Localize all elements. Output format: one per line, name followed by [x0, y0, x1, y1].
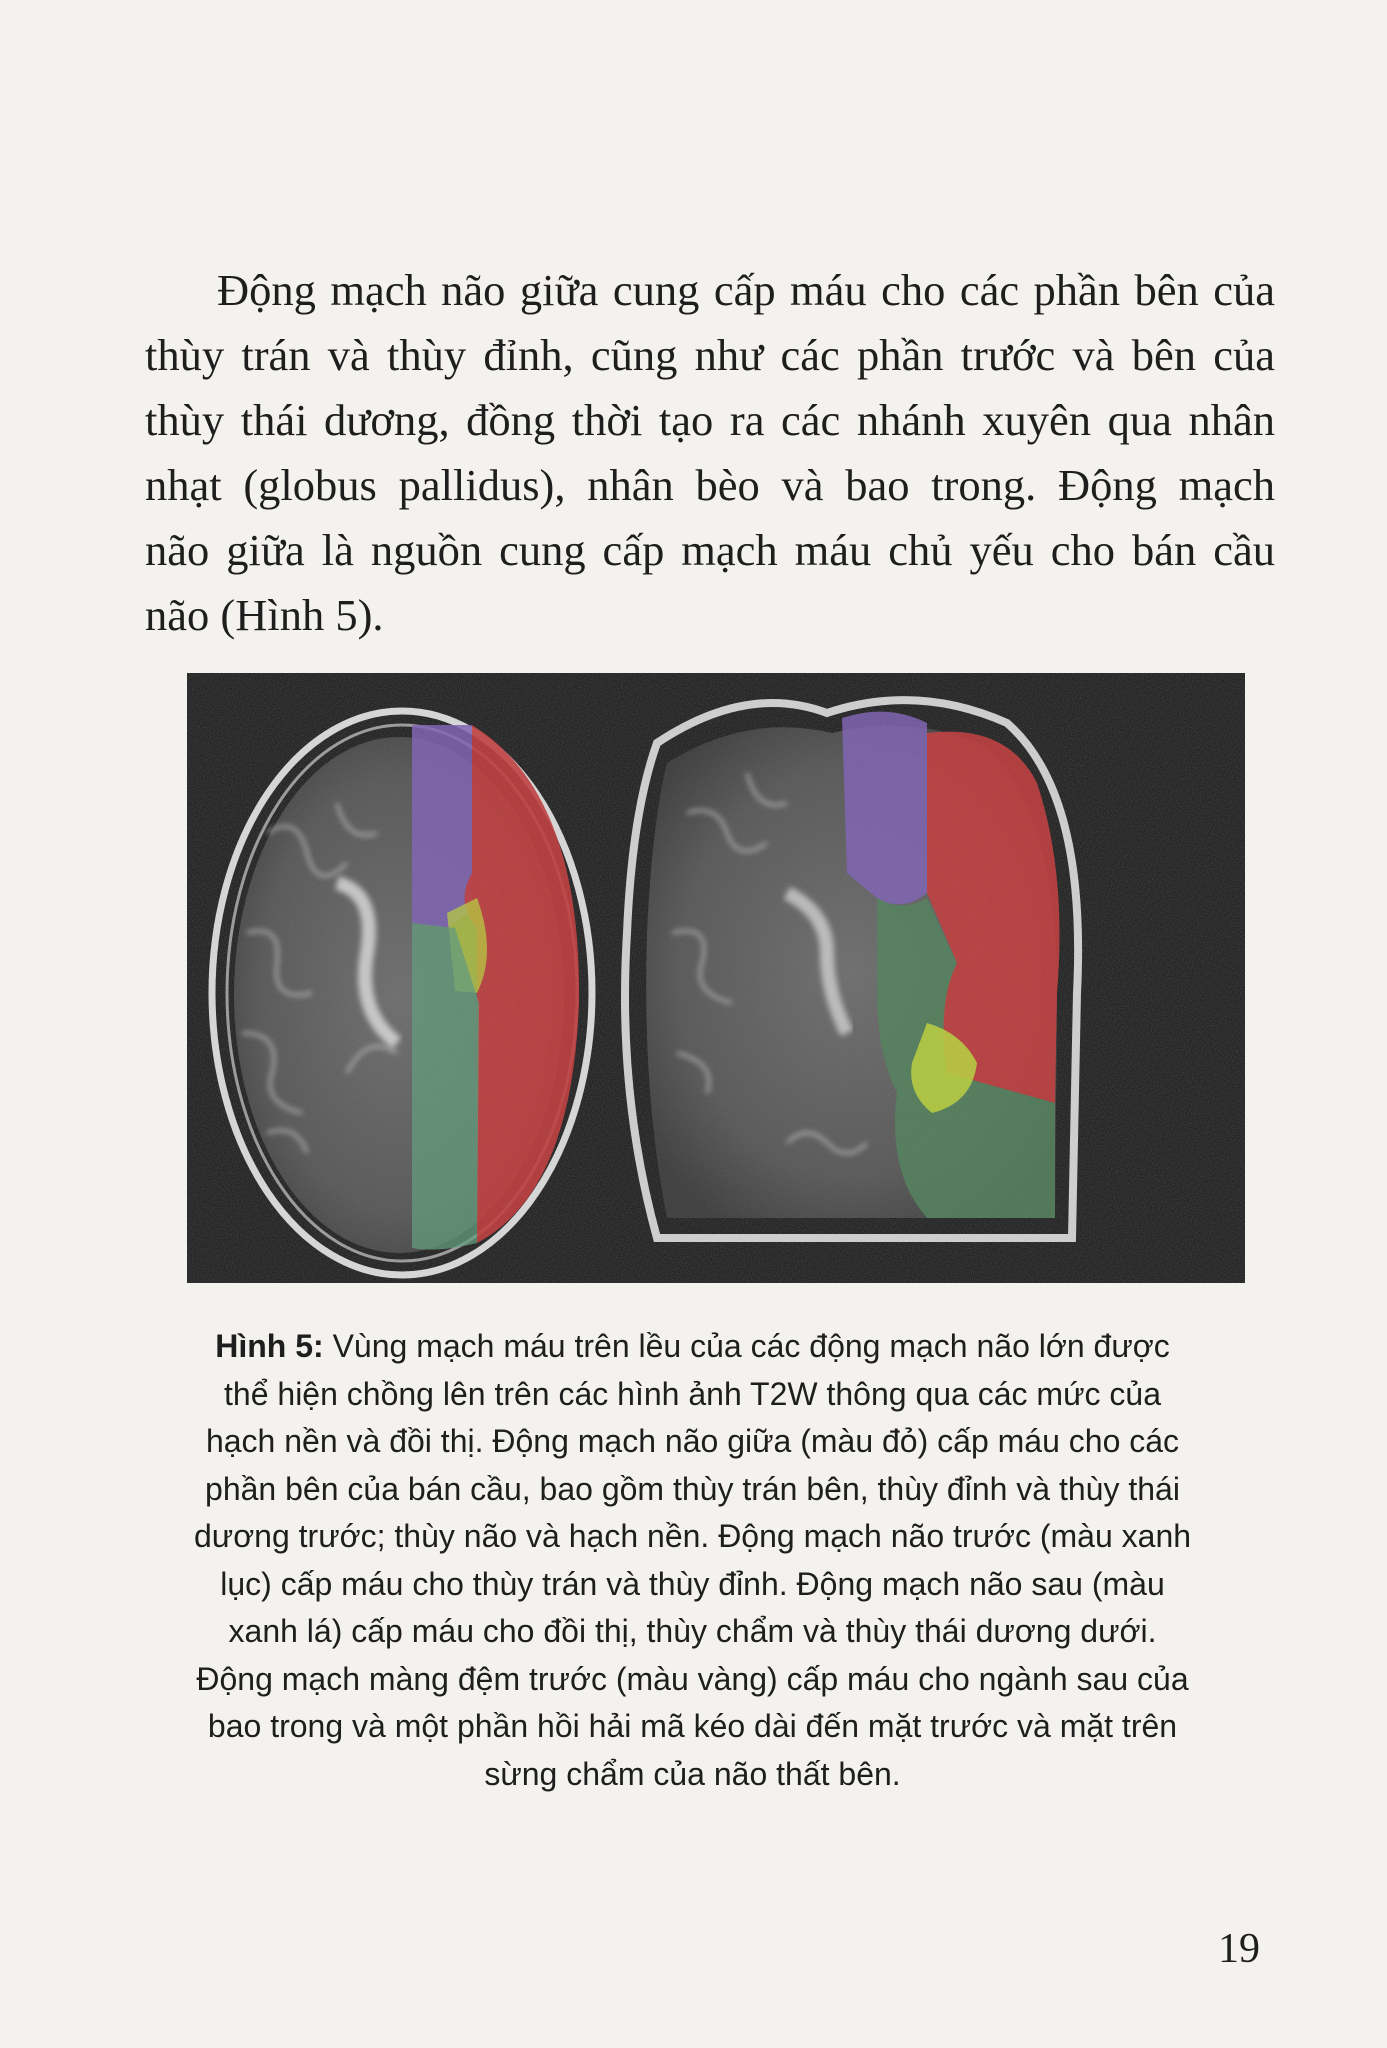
paragraph-line: nhạt (globus pallidus), nhân bèo và bao trong. Động mạch	[145, 460, 1275, 510]
caption-line: thể hiện chồng lên trên các hình ảnh T2W thông qua các mức của	[224, 1375, 1161, 1412]
page-number: 19	[1218, 1926, 1260, 1972]
mri-illustration	[187, 673, 1245, 1283]
axial-slice	[187, 673, 607, 1283]
caption-label: Hình 5:	[215, 1328, 324, 1364]
caption-line: dương trước; thùy não và hạch nền. Động mạch não trước (màu xanh	[193, 1518, 1192, 1554]
caption-line: Động mạch màng đệm trước (màu vàng) cấp máu cho ngành sau của	[196, 1660, 1189, 1697]
caption-line: bao trong và một phần hồi hải mã kéo dài đến mặt trước và mặt trên	[207, 1708, 1178, 1744]
caption-line: sừng chẩm của não thất bên.	[484, 1755, 901, 1792]
caption-line: xanh lá) cấp máu cho đồi thị, thùy chẩm và thùy thái dương dưới.	[228, 1613, 1157, 1649]
coronal-slice	[607, 673, 1245, 1283]
paragraph-line: thùy trán và thùy đỉnh, cũng như các phần trước và bên của	[145, 330, 1275, 380]
caption-line-text: Vùng mạch máu trên lều của các động mạch não lớn được	[323, 1328, 1170, 1364]
paragraph-line: thùy thái dương, đồng thời tạo ra các nhánh xuyên qua nhân	[145, 395, 1275, 445]
paragraph-line: não giữa là nguồn cung cấp mạch máu chủ yếu cho bán cầu	[145, 525, 1275, 575]
caption-line	[150, 1323, 1235, 1371]
mri-figure	[187, 673, 1245, 1283]
caption-line: phần bên của bán cầu, bao gồm thùy trán bên, thùy đỉnh và thùy thái	[205, 1470, 1180, 1507]
caption-line: lục) cấp máu cho thùy trán và thùy đỉnh. Động mạch não sau (màu	[220, 1565, 1165, 1602]
paragraph-line: Động mạch não giữa cung cấp máu cho các phần bên của	[217, 265, 1275, 315]
caption-line: hạch nền và đồi thị. Động mạch não giữa (màu đỏ) cấp máu cho các	[205, 1423, 1180, 1459]
body-paragraph	[145, 258, 1275, 648]
paragraph-line: não (Hình 5).	[145, 590, 384, 640]
figure-caption	[150, 1323, 1235, 1798]
